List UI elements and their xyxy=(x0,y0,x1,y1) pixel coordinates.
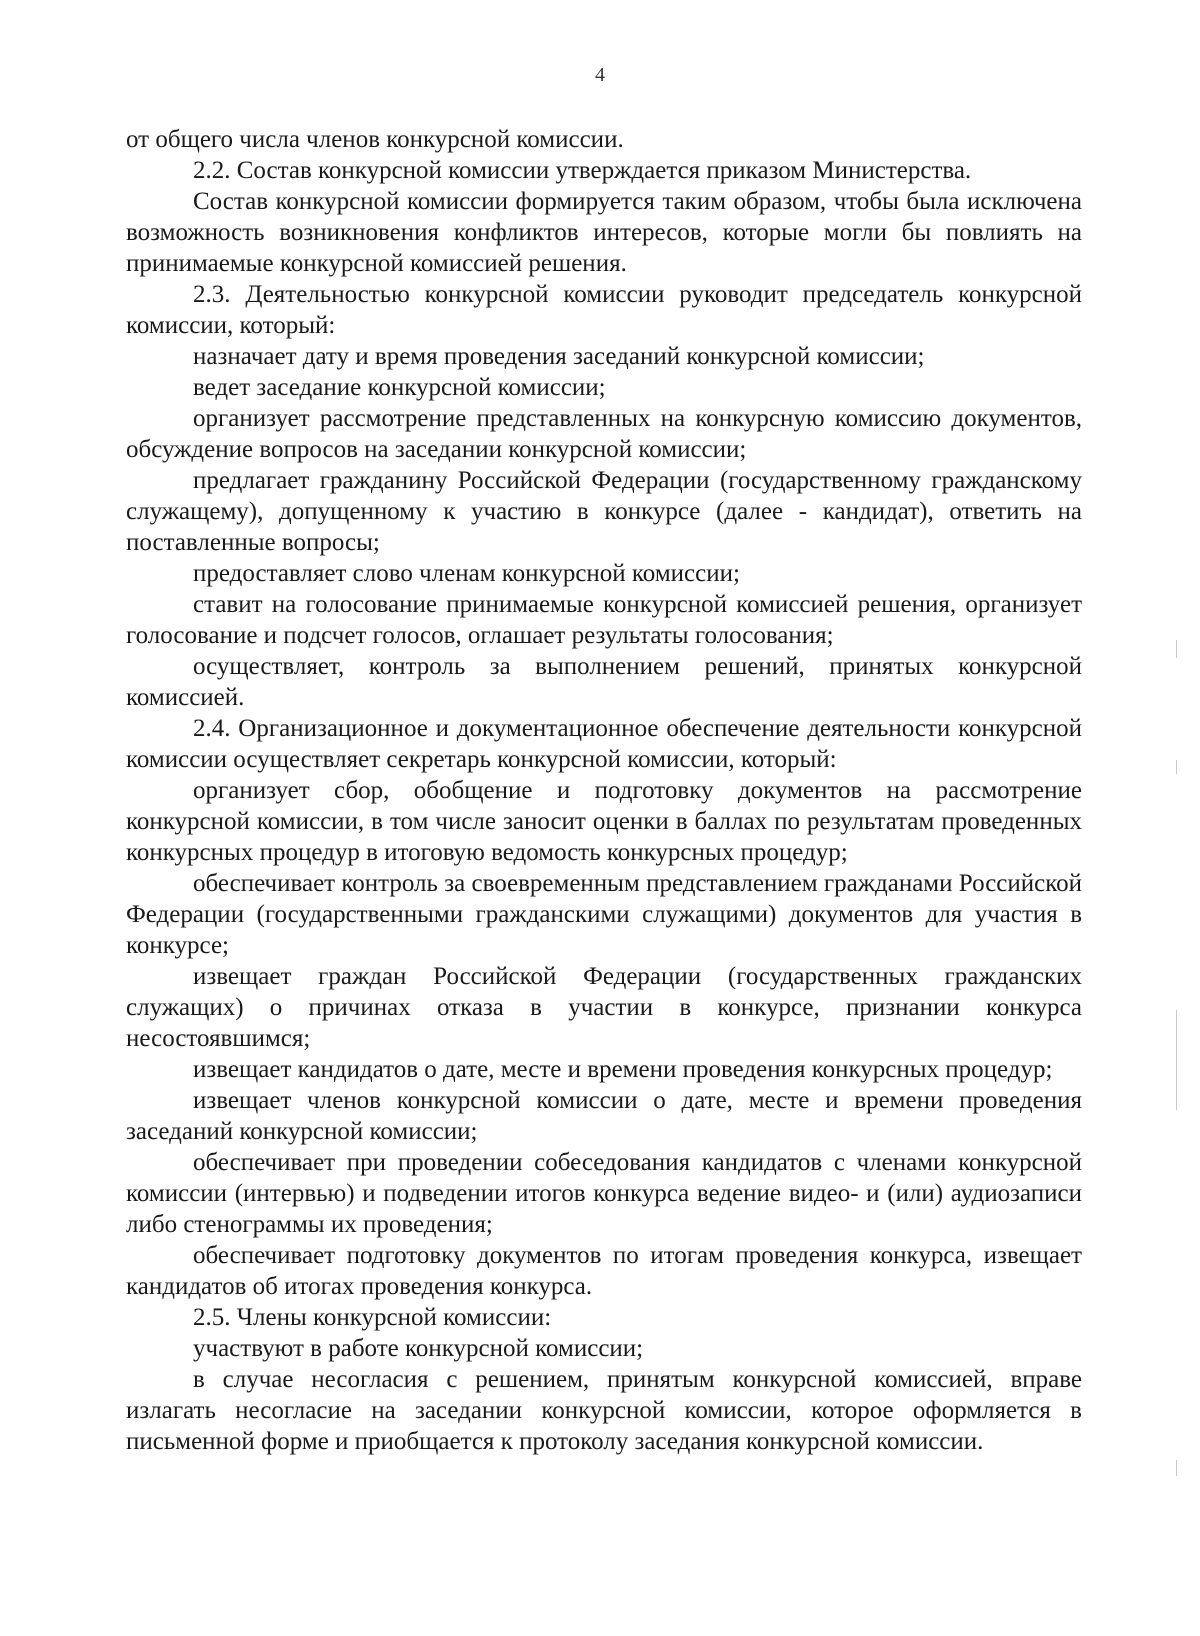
chairman-duty-item: ставит на голосование принимаемые конкурсной комиссией решения, организует голосование и подсчет голосов, оглашает результаты голосования; xyxy=(126,591,1082,649)
secretary-duty-item: обеспечивает при проведении собеседования кандидатов с членами конкурсной комиссии (интервью) и подведении итогов конкурса ведение видео- и (или) аудиозаписи либо стенограммы их проведения; xyxy=(126,1149,1082,1238)
chairman-duty-item: предлагает гражданину Российской Федерации (государственному гражданскому служащему), допущенному к участию в конкурсе (далее - кандидат), ответить на поставленные вопросы; xyxy=(126,467,1082,556)
secretary-duty-item: организует сбор, обобщение и подготовку документов на рассмотрение конкурсной комиссии, в том числе заносит оценки в баллах по результатам проведенных конкурсных процедур в итоговую ведомость конкурсных процедур; xyxy=(126,777,1082,866)
secretary-duty-item: обеспечивает контроль за своевременным представлением гражданами Российской Федерации (государственными гражданскими служащими) документов для участия в конкурсе; xyxy=(126,870,1082,959)
paragraph-composition: Состав конкурсной комиссии формируется таким образом, чтобы была исключена возможность возникновения конфликтов интересов, которые могли бы повлиять на принимаемые конкурсной комиссией решения. xyxy=(126,188,1082,277)
document-body xyxy=(126,124,1082,1457)
clause-2-4: 2.4. Организационное и документационное обеспечение деятельности конкурсной комиссии осуществляет секретарь конкурсной комиссии, который: xyxy=(126,715,1082,773)
secretary-duty-item: извещает граждан Российской Федерации (государственных гражданских служащих) о причинах отказа в участии в конкурсе, признании конкурса несостоявшимся; xyxy=(126,963,1082,1052)
member-right-item: в случае несогласия с решением, принятым конкурсной комиссией, вправе излагать несогласие на заседании конкурсной комиссии, которое оформляется в письменной форме и приобщается к протоколу заседания конкурсной комиссии. xyxy=(126,1366,1082,1455)
secretary-duty-item: извещает кандидатов о дате, месте и времени проведения конкурсных процедур; xyxy=(193,1056,1053,1083)
secretary-duty-item: извещает членов конкурсной комиссии о дате, месте и времени проведения заседаний конкурсной комиссии; xyxy=(126,1087,1082,1145)
page-number: 4 xyxy=(595,64,605,86)
scan-edge-mark xyxy=(1176,1460,1177,1476)
paragraph-continuation: от общего числа членов конкурсной комиссии. xyxy=(126,126,624,153)
scan-edge-mark xyxy=(1176,760,1177,774)
chairman-duty-item: организует рассмотрение представленных на конкурсную комиссию документов, обсуждение вопросов на заседании конкурсной комиссии; xyxy=(126,405,1082,463)
chairman-duty-item: предоставляет слово членам конкурсной комиссии; xyxy=(193,560,740,587)
member-right-item: участвуют в работе конкурсной комиссии; xyxy=(193,1335,644,1362)
clause-2-3: 2.3. Деятельностью конкурсной комиссии руководит председатель конкурсной комиссии, который: xyxy=(126,281,1082,339)
clause-2-2: 2.2. Состав конкурсной комиссии утверждается приказом Министерства. xyxy=(193,157,972,184)
scan-edge-mark xyxy=(1176,1010,1177,1110)
chairman-duty-item: осуществляет, контроль за выполнением решений, принятых конкурсной комиссией. xyxy=(126,653,1082,711)
clause-2-5: 2.5. Члены конкурсной комиссии: xyxy=(193,1304,552,1331)
scan-edge-mark xyxy=(1176,640,1177,658)
chairman-duty-item: назначает дату и время проведения заседаний конкурсной комиссии; xyxy=(193,343,925,370)
secretary-duty-item: обеспечивает подготовку документов по итогам проведения конкурса, извещает кандидатов об итогах проведения конкурса. xyxy=(126,1242,1082,1300)
chairman-duty-item: ведет заседание конкурсной комиссии; xyxy=(193,374,606,401)
